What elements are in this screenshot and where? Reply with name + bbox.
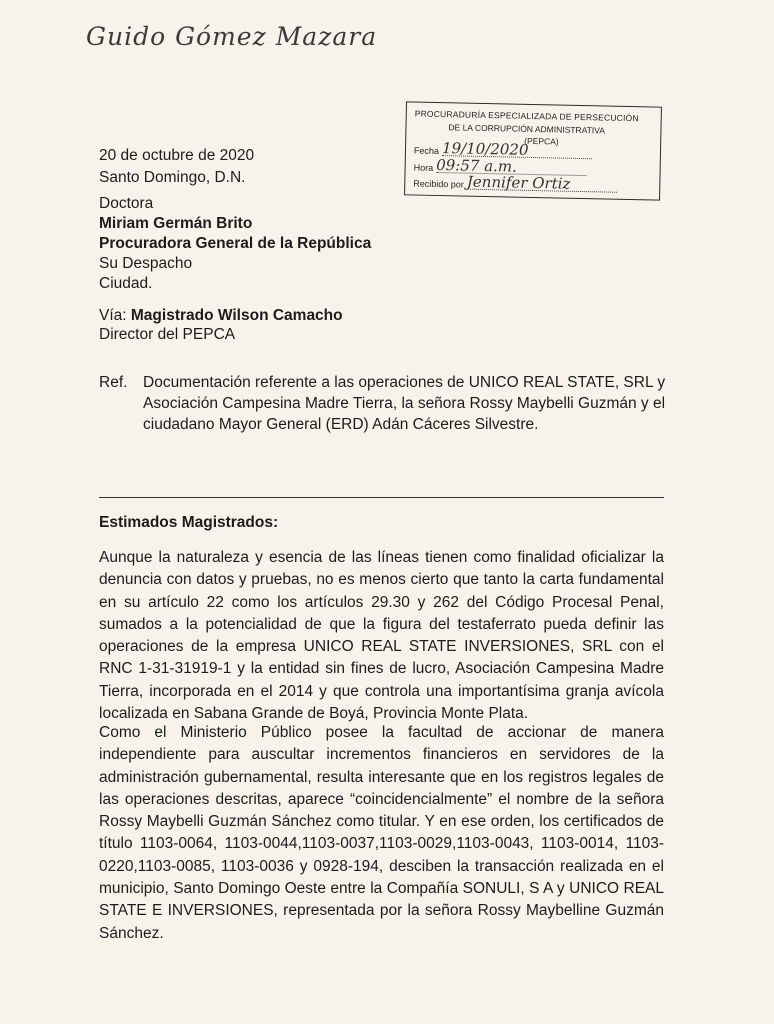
stamp-recibido-value: Jennifer Ortiz: [467, 175, 617, 193]
letter-date: [99, 145, 254, 189]
via-name: Magistrado Wilson Camacho: [130, 307, 343, 324]
stamp-recibido-label: Recibido por: [413, 178, 464, 190]
stamp-recibido-row: [413, 174, 617, 193]
reference-block: [99, 372, 667, 435]
date-line: 20 de octubre de 2020: [99, 147, 255, 164]
stamp-line-3: (PEPCA): [524, 135, 559, 147]
letterhead-signature: Guido Gómez Mazara: [86, 22, 378, 51]
stamp-hora-label: Hora: [413, 162, 434, 173]
ref-text: Documentación referente a las operaciones de UNICO REAL STATE, SRL y Asociación Campesina Madre Tierra, la señora Rossy Maybelli Guzmán y el ciudadano Mayor General (ERD) Adán Cáceres Silvestre.: [143, 374, 666, 433]
recipient-position: Procuradora General de la República: [99, 235, 372, 252]
stamp-line-2: DE LA CORRUPCIÓN ADMINISTRATIVA: [448, 122, 606, 136]
via-position: Director del PEPCA: [99, 326, 236, 343]
body-paragraph-1: Aunque la naturaleza y esencia de las líneas tienen como finalidad oficializar la denuncia con datos y pruebas, no es menos cierto que tanto la carta fundamental en su artículo 22 como los artículos 29.30 y 262 del Código Procesal Penal, sumados a la potencialidad de que la figura del testaferrato pueda definir las operaciones de la empresa UNICO REAL STATE INVERSIONES, SRL con el RNC 1-31-31919-1 y la entidad sin fines de lucro, Asociación Campesina Madre Tierra, incorporada en el 2014 y que controla una importantísima granja avícola localizada en Sabana Grande de Boyá, Provincia Monte Plata.: [99, 549, 664, 723]
recipient-city: Ciudad.: [99, 275, 153, 292]
greeting: Estimados Magistrados:: [99, 514, 279, 531]
stamp-line-1: PROCURADURÍA ESPECIALIZADA DE PERSECUCIÓN: [414, 108, 639, 124]
recipient-block: [99, 194, 371, 294]
place-line: Santo Domingo, D.N.: [99, 169, 246, 186]
stamp-fecha-value: 19/10/2020: [442, 141, 592, 159]
body-paragraph-2: Como el Ministerio Público posee la facultad de accionar de manera independiente para auscultar incrementos financieros en servidores de la administración gubernamental, resulta interesante que en los registros legales de las operaciones descritas, aparece “coincidencialmente” el nombre de la señora Rossy Maybelli Guzmán Sánchez como titular. Y en ese orden, los certificados de título 1103-0064, 1103-0044,1103-0037,1103-0029,1103-0043, 1103-0014, 1103-0220,1103-0085, 1103-0036 y 0928-194, desciben la transacción realizada en el municipio, Santo Domingo Oeste entre la Compañía SONULI, S A y UNICO REAL STATE E INVERSIONES, representada por la señora Rossy Maybelline Guzmán Sánchez.: [99, 724, 664, 942]
ref-label: Ref.: [99, 374, 128, 391]
via-block: [99, 306, 343, 344]
via-prefix: Vía:: [99, 307, 127, 324]
divider-line: [99, 497, 664, 498]
reception-stamp: [404, 101, 662, 200]
recipient-office: Su Despacho: [99, 255, 193, 272]
stamp-fecha-label: Fecha: [413, 145, 440, 157]
stamp-hora-value: 09:57 a.m.: [436, 158, 586, 176]
recipient-name: Miriam Germán Brito: [99, 215, 253, 232]
recipient-title: Doctora: [99, 195, 154, 212]
